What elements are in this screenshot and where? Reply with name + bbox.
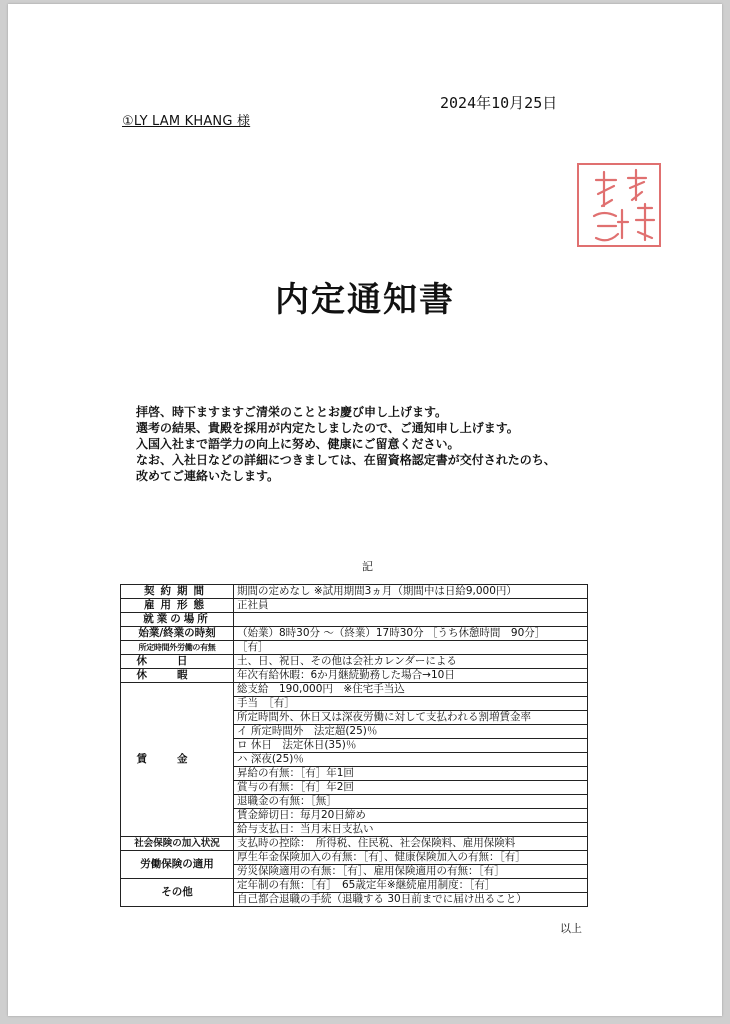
- other-label: その他: [121, 879, 234, 907]
- company-seal-stamp: [574, 160, 664, 250]
- wage-premium-rate: 所定時間外、休日又は深夜労働に対して支払われる割増賃金率: [234, 711, 588, 725]
- wage-premium-overtime: イ 所定時間外 法定超(25)％: [234, 725, 588, 739]
- labor-insurance-label: 労働保険の適用: [121, 851, 234, 879]
- intro-line: 拝啓、時下ますますご清栄のこととお慶び申し上げます。: [136, 405, 448, 419]
- other-retirement-age: 定年制の有無：［有］ 65歳定年※継続雇用制度：［有］: [234, 879, 588, 893]
- employment-type-label: 雇用形態: [121, 599, 234, 613]
- holidays-value: 土、日、祝日、その他は会社カレンダーによる: [234, 655, 588, 669]
- work-hours-value: （始業）8時30分 ～（終業）17時30分 ［うち休憩時間 90分］: [234, 627, 588, 641]
- issue-date: 2024年10月25日: [440, 94, 558, 112]
- intro-line: なお、入社日などの詳細につきましては、在留資格認定書が交付されたのち、: [136, 453, 556, 467]
- wage-allowance: 手当 ［有］: [234, 697, 588, 711]
- wage-pay-date: 給与支払日：当月末日支払い: [234, 823, 588, 837]
- addressee: ①LY LAM KHANG 様: [122, 114, 251, 129]
- wage-premium-holiday: ロ 休日 法定休日(35)％: [234, 739, 588, 753]
- wage-raise: 昇給の有無：［有］年1回: [234, 767, 588, 781]
- closing-mark: 以上: [560, 922, 582, 935]
- intro-paragraph: [136, 404, 606, 484]
- employment-terms-table: [120, 584, 588, 907]
- intro-line: 改めてご連絡いたします。: [136, 469, 280, 483]
- holidays-label: 休日: [121, 655, 234, 669]
- intro-line: 選考の結果、貴殿を採用が内定たしましたので、ご通知申し上げます。: [136, 421, 519, 435]
- workplace-value: [234, 613, 588, 627]
- leave-value: 年次有給休暇：6か月継続勤務した場合→10日: [234, 669, 588, 683]
- wage-total: 総支給 190,000円 ※住宅手当込: [234, 683, 588, 697]
- workplace-label: 就業の場所: [121, 613, 234, 627]
- labor-insurance-pension-health: 厚生年金保険加入の有無：［有］、健康保険加入の有無：［有］: [234, 851, 588, 865]
- social-insurance-label: 社会保険の加入状況: [121, 837, 234, 851]
- contract-period-value: 期間の定めなし ※試用期間3ヵ月（期間中は日給9,000円）: [234, 585, 588, 599]
- intro-line: 入国入社まで語学力の向上に努め、健康にご留意ください。: [136, 437, 460, 451]
- wage-closing-date: 賃金締切日：毎月20日締め: [234, 809, 588, 823]
- ki-marker: 記: [362, 560, 373, 573]
- contract-period-label: 契約期間: [121, 585, 234, 599]
- overtime-label: 所定時間外労働の有無: [121, 641, 234, 655]
- wage-bonus: 賞与の有無：［有］年2回: [234, 781, 588, 795]
- work-hours-label: 始業/終業の時刻: [121, 627, 234, 641]
- other-resignation-procedure: 自己都合退職の手続（退職する 30日前までに届け出ること）: [234, 893, 588, 907]
- employment-type-value: 正社員: [234, 599, 588, 613]
- labor-insurance-accident-employment: 労災保険適用の有無：［有］、雇用保険適用の有無：［有］: [234, 865, 588, 879]
- document-title: 内定通知書: [275, 280, 455, 320]
- wage-label: 賃金: [121, 683, 234, 837]
- social-insurance-value: 支払時の控除： 所得税、住民税、社会保険料、雇用保険料: [234, 837, 588, 851]
- leave-label: 休暇: [121, 669, 234, 683]
- wage-premium-night: ハ 深夜(25)％: [234, 753, 588, 767]
- overtime-value: ［有］: [234, 641, 588, 655]
- wage-retirement-pay: 退職金の有無：［無］: [234, 795, 588, 809]
